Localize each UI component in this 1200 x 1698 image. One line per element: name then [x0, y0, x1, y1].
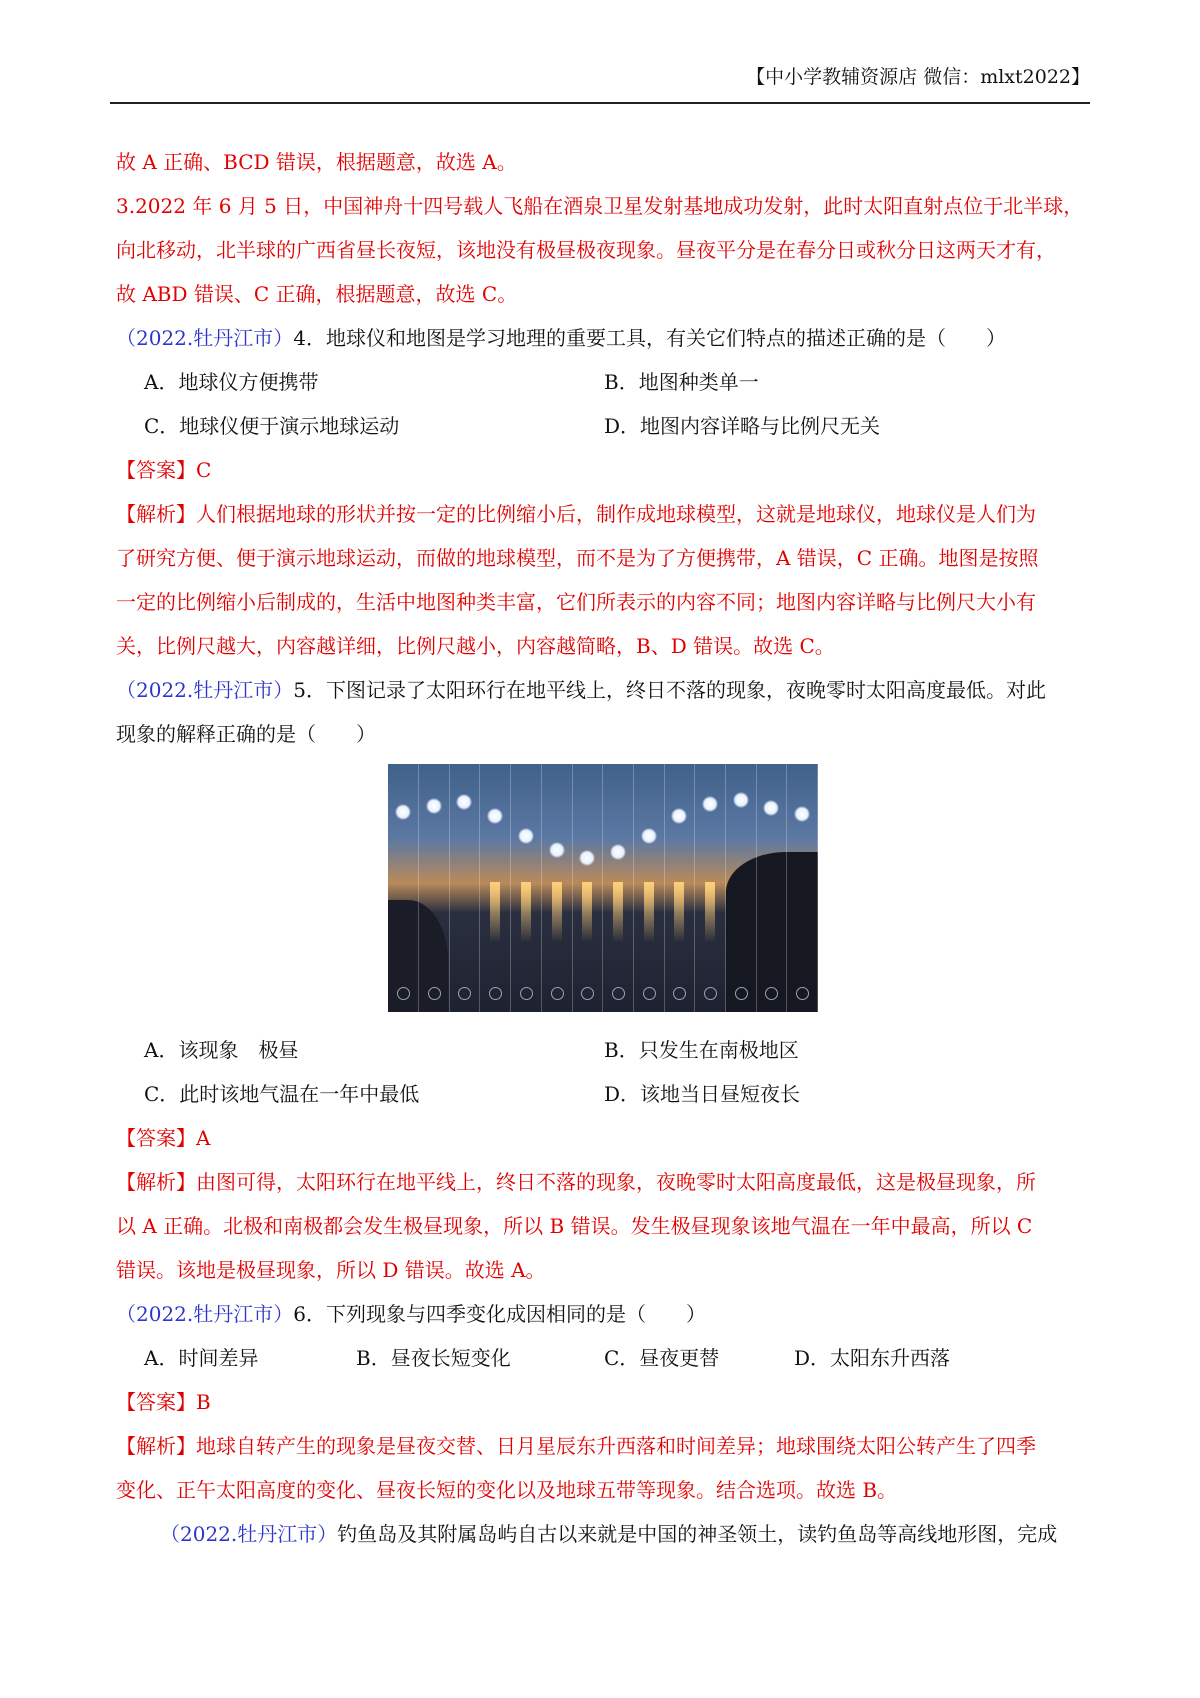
clock-icon: [735, 987, 748, 1000]
header-text: 【中小学教辅资源店 微信：mlxt2022】: [746, 66, 1090, 88]
q6-source: （2022.牡丹江市）: [116, 1302, 294, 1326]
sun-position: [549, 842, 565, 858]
sun-reflection: [644, 882, 654, 942]
sun-position: [610, 844, 626, 860]
q5-options-row-1: [116, 1028, 1096, 1072]
clock-icon: [704, 987, 717, 1000]
q7-stem-text: 钓鱼岛及其附属岛屿自古以来就是中国的神圣领土，读钓鱼岛等高线地形图，完成: [337, 1522, 1058, 1546]
q6-analysis-2: 变化、正午太阳高度的变化、昼夜长短的变化以及地球五带等现象。结合选项。故选 B。: [116, 1478, 898, 1502]
q5-answer: 【答案】A: [116, 1126, 211, 1150]
clock-icon: [397, 987, 410, 1000]
q5-option-d: D．该地当日昼短夜长: [604, 1082, 801, 1106]
q5-analysis-1: 【解析】由图可得，太阳环行在地平线上，终日不落的现象，夜晚零时太阳高度最低，这是极昼现象，所: [116, 1170, 1036, 1194]
sun-position: [395, 804, 411, 820]
sun-reflection: [582, 882, 592, 942]
q5-stem: [116, 668, 1096, 712]
sun-position: [733, 792, 749, 808]
clock-icon: [612, 987, 625, 1000]
q2-tail: 故 A 正确、BCD 错误，根据题意，故选 A。: [116, 150, 517, 174]
sun-reflection: [613, 882, 623, 942]
sun-reflection: [552, 882, 562, 942]
q4-answer: 【答案】C: [116, 458, 212, 482]
sun-position: [702, 796, 718, 812]
exposure-strip: [787, 764, 818, 1012]
q6-stem: [116, 1292, 1096, 1336]
q5-stem-text-1: 5．下图记录了太阳环行在地平线上，终日不落的现象，夜晚零时太阳高度最低。对此: [293, 678, 1046, 702]
q4-analysis-3: 一定的比例缩小后制成的，生活中地图种类丰富，它们所表示的内容不同；地图内容详略与比例尺大小有: [116, 590, 1036, 614]
sun-reflection: [705, 882, 715, 942]
q5-option-c: C．此时该地气温在一年中最低: [144, 1082, 420, 1106]
q6-answer: 【答案】B: [116, 1390, 211, 1414]
q3-line-2: 向北移动，北半球的广西省昼长夜短，该地没有极昼极夜现象。昼夜平分是在春分日或秋分日这两天才有，: [116, 238, 1056, 262]
q5-analysis-2: 以 A 正确。北极和南极都会发生极昼现象，所以 B 错误。发生极昼现象该地气温在一年中最高，所以 C: [116, 1214, 1033, 1238]
q5-stem-line-2: 现象的解释正确的是（ ）: [116, 722, 376, 746]
q4-stem: [116, 316, 1096, 360]
document-body: [116, 140, 1096, 1556]
sun-reflection: [490, 882, 500, 942]
midnight-sun-photo: [388, 764, 818, 1012]
sun-position: [641, 828, 657, 844]
q6-analysis-1: 【解析】地球自转产生的现象是昼夜交替、日月星辰东升西落和时间差异；地球围绕太阳公转产生了四季: [116, 1434, 1036, 1458]
q6-option-c: C．昼夜更替: [604, 1346, 720, 1370]
clock-icon: [551, 987, 564, 1000]
sun-position: [487, 808, 503, 824]
q4-analysis-2: 了研究方便、便于演示地球运动，而做的地球模型，而不是为了方便携带，A 错误，C 正确。地图是按照: [116, 546, 1039, 570]
sun-reflection: [674, 882, 684, 942]
q5-options-row-2: [116, 1072, 1096, 1116]
q4-option-a: A．地球仪方便携带: [144, 370, 319, 394]
clock-icon: [489, 987, 502, 1000]
q5-option-a: A．该现象 极昼: [144, 1038, 299, 1062]
q4-option-d: D．地图内容详略与比例尺无关: [604, 414, 881, 438]
q5-source: （2022.牡丹江市）: [116, 678, 294, 702]
q6-stem-text: 6．下列现象与四季变化成因相同的是（ ）: [293, 1302, 706, 1326]
sun-reflection: [521, 882, 531, 942]
clock-icon: [520, 987, 533, 1000]
q5-analysis-3: 错误。该地是极昼现象，所以 D 错误。故选 A。: [116, 1258, 546, 1282]
q3-line-3: 故 ABD 错误、C 正确，根据题意，故选 C。: [116, 282, 518, 306]
sun-position: [794, 806, 810, 822]
exposure-strip: [388, 764, 419, 1012]
q6-option-a: A．时间差异: [144, 1346, 259, 1370]
q6-option-b: B．昼夜长短变化: [356, 1346, 511, 1370]
q7-source: （2022.牡丹江市）: [160, 1522, 338, 1546]
q5-option-b: B．只发生在南极地区: [604, 1038, 799, 1062]
sun-position: [518, 828, 534, 844]
clock-icon: [796, 987, 809, 1000]
q6-options-row: [116, 1336, 1096, 1380]
q4-options-row-1: [116, 360, 1096, 404]
sun-position: [426, 798, 442, 814]
q7-stem: [116, 1512, 1096, 1556]
q4-source: （2022.牡丹江市）: [116, 326, 294, 350]
q4-stem-text: 4．地球仪和地图是学习地理的重要工具，有关它们特点的描述正确的是（ ）: [293, 326, 1006, 350]
q4-option-b: B．地图种类单一: [604, 370, 759, 394]
q4-analysis-1: 【解析】人们根据地球的形状并按一定的比例缩小后，制作成地球模型，这就是地球仪，地球仪是人们为: [116, 502, 1036, 526]
q4-option-c: C．地球仪便于演示地球运动: [144, 414, 400, 438]
q4-options-row-2: [116, 404, 1096, 448]
clock-icon: [428, 987, 441, 1000]
q4-analysis-4: 关，比例尺越大，内容越详细，比例尺越小，内容越简略，B、D 错误。故选 C。: [116, 634, 835, 658]
page-header: [110, 62, 1090, 104]
q3-line-1: 3.2022 年 6 月 5 日，中国神舟十四号载人飞船在酒泉卫星发射基地成功发射，此时太阳直射点位于北半球，: [116, 194, 1084, 218]
q6-option-d: D．太阳东升西落: [794, 1346, 951, 1370]
clock-icon: [643, 987, 656, 1000]
